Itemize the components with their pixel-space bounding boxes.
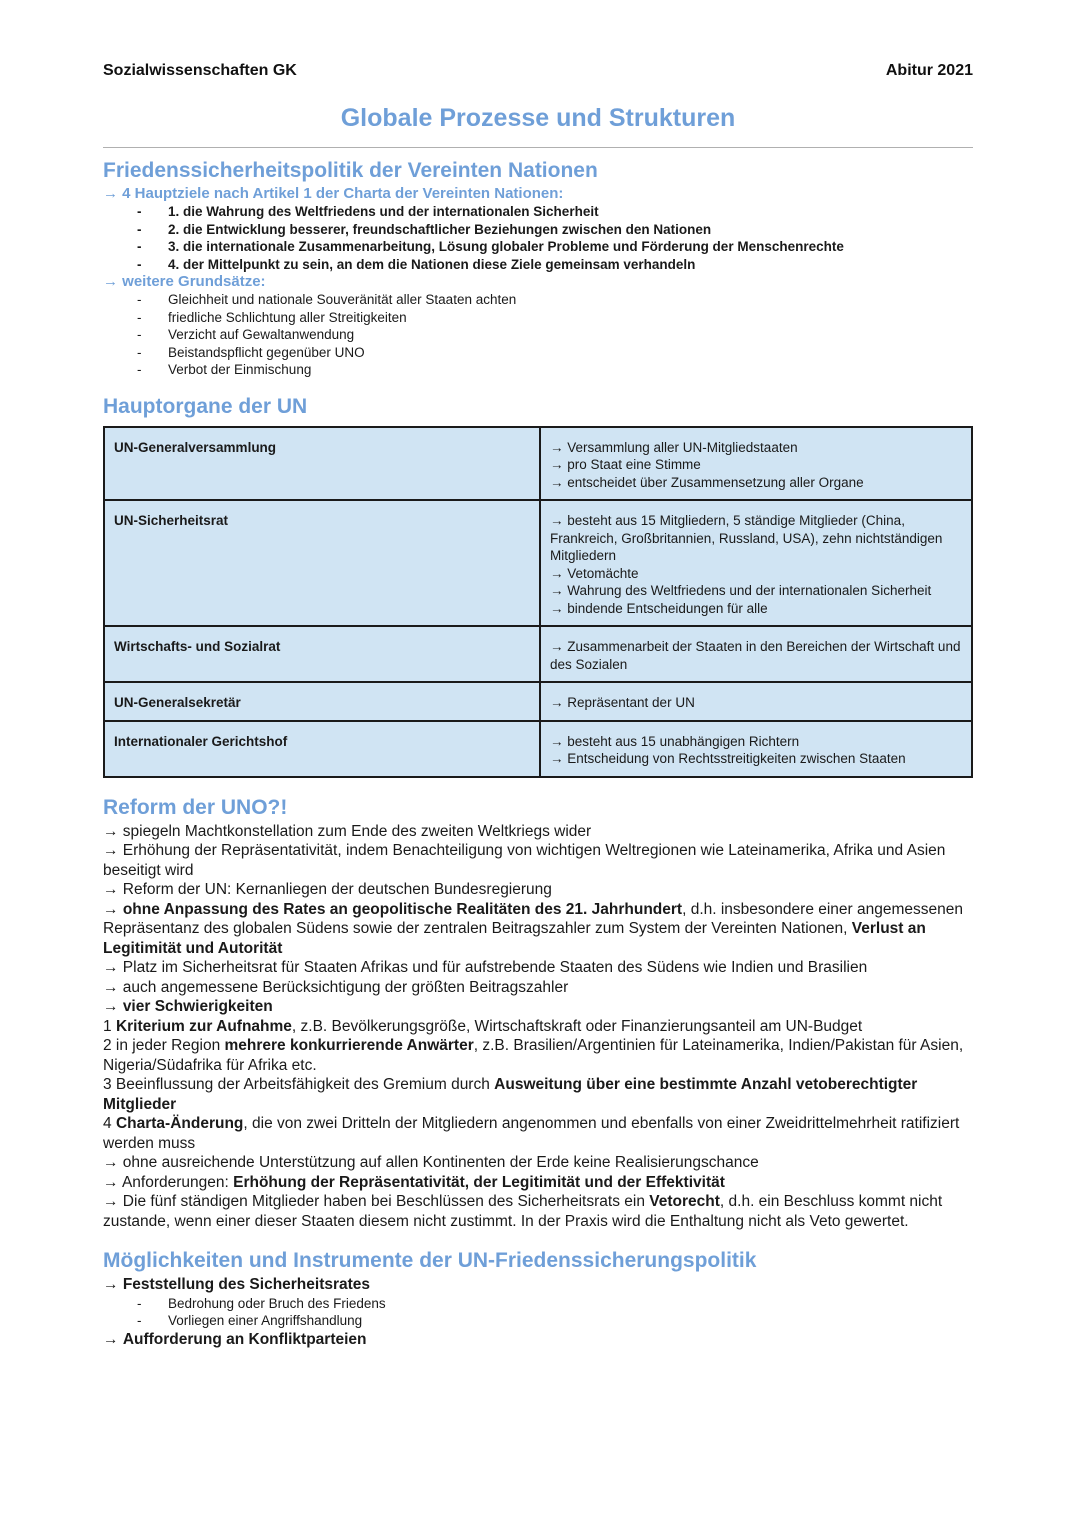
description-line: → Repräsentant der UN [550,695,695,710]
paragraph [103,1017,973,1037]
exam-label: Abitur 2021 [885,62,973,79]
reform-text [103,822,973,1232]
text: , die von zwei Dritteln der Mitgliedern angenommen und ebenfalls von einer Zweidrittelmehrheit ratifiziert werden muss [103,1115,960,1152]
description-line: → Vetomächte [550,565,639,581]
list-item: - 4. der Mittelpunkt zu sein, an dem die Nationen diese Ziele gemeinsam verhandeln [103,256,973,274]
list-item: - Gleichheit und nationale Souveränität aller Staaten achten [103,291,973,309]
organ-description [540,500,972,626]
bold-text: vier Schwierigkeiten [122,998,273,1015]
arrow-text: → [103,1330,123,1348]
paragraph: → Erhöhung der Repräsentativität, indem Benachteiligung von wichtigen Weltregionen wie Lateinamerika, Afrika und Asien beseitigt wird [103,842,946,879]
table-row [104,500,972,626]
section-heading-main-organs: Hauptorgane der UN [103,394,308,418]
bold-text: Charta-Änderung [115,1115,244,1132]
paragraph [103,1075,973,1114]
list-item: - 2. die Entwicklung besserer, freundschaftlicher Beziehungen zwischen den Nationen [103,221,973,239]
description-line: → entscheidet über Zusammensetzung aller Organe [550,474,864,490]
list-item: - 3. die internationale Zusammenarbeitung, Lösung globaler Probleme und Förderung der Menschenrechte [103,238,973,256]
instruments-sublist [103,1295,973,1330]
arrow-text: → [103,998,123,1015]
description-line: → Zusammenarbeit der Staaten in den Bereichen der Wirtschaft und des Sozialen [550,639,961,672]
list-item: - Beistandspflicht gegenüber UNO [103,344,973,362]
bold-text: Ausweitung über eine bestimmte Anzahl vetoberechtigter Mitglieder [103,1076,918,1113]
list-item: - friedliche Schlichtung aller Streitigkeiten [103,309,973,327]
organ-name: UN-Generalversammlung [104,427,540,501]
organ-name: Wirtschafts- und Sozialrat [104,626,540,682]
goals-list [103,203,973,273]
list-item: - 1. die Wahrung des Weltfriedens und der internationalen Sicherheit [103,203,973,221]
bold-text: Feststellung des Sicherheitsrates [122,1276,371,1293]
organ-description [540,721,972,777]
list-item: - Bedrohung oder Bruch des Friedens [103,1295,973,1313]
paragraph [103,1275,973,1295]
arrow-text: → [103,1276,123,1293]
organ-name: UN-Generalsekretär [104,682,540,721]
section-heading-peace-policy: Friedenssicherheitspolitik der Vereinten Nationen [103,159,598,182]
paragraph [103,997,973,1017]
organs-table [103,426,973,778]
paragraph [103,1114,973,1153]
table-row [104,682,972,721]
table-row [104,626,972,682]
text: → Anforderungen: [103,1173,234,1191]
principles-list [103,291,973,379]
goals-heading: → 4 Hauptziele nach Artikel 1 der Charta der Vereinten Nationen: [103,185,564,202]
page-header [103,62,973,86]
bold-text: ohne Anpassung des Rates an geopolitische Realitäten des 21. Jahrhundert [122,900,683,918]
paragraph [103,1192,973,1231]
paragraph [103,1330,973,1350]
description-line: → besteht aus 15 Mitgliedern, 5 ständige Mitglieder (China, Frankreich, Großbritannien, Russland, USA), zehn nichtständigen Mitgliedern [550,513,943,563]
organ-description [540,682,972,721]
paragraph: → ohne ausreichende Unterstützung auf allen Kontinenten der Erde keine Realisierungschance [103,1154,759,1171]
principles-heading: → weitere Grundsätze: [103,273,266,290]
instruments-text-2 [103,1330,973,1350]
bold-text: Erhöhung der Repräsentativität, der Legitimität und der Effektivität [233,1173,725,1191]
bold-text: Vetorecht [649,1193,720,1210]
bold-text: Aufforderung an Konfliktparteien [122,1330,367,1348]
description-line: → pro Staat eine Stimme [550,457,701,472]
organ-description [540,626,972,682]
paragraph [103,1173,973,1193]
list-item: - Verzicht auf Gewaltanwendung [103,326,973,344]
description-line: → Entscheidung von Rechtsstreitigkeiten zwischen Staaten [550,751,906,766]
section-heading-reform: Reform der UNO?! [103,795,288,819]
arrow-text: → [103,900,123,918]
title-divider [103,147,973,148]
section-heading-instruments: Möglichkeiten und Instrumente der UN-Friedenssicherungspolitik [103,1249,757,1272]
bold-text: Kriterium zur Aufnahme [115,1017,292,1035]
text: , d.h. ein Beschluss kommt nicht zustande, wenn einer dieser Staaten diesem nicht zustimmt. In der Praxis wird die Enthaltung nicht als Veto gewertet. [103,1193,943,1230]
instruments-text [103,1275,973,1295]
paragraph: → spiegeln Machtkonstellation zum Ende des zweiten Weltkriegs wider [103,822,592,840]
organ-name: Internationaler Gerichtshof [104,721,540,777]
paragraph: → auch angemessene Berücksichtigung der größten Beitragszahler [103,978,569,996]
list-item: - Verbot der Einmischung [103,361,973,379]
table-row [104,721,972,777]
bold-text: mehrere konkurrierende Anwärter [224,1037,474,1054]
text: , d.h. insbesondere einer angemessenen Repräsentanz des globalen Südens sowie der zentralen Beitragszahler zum System der Vereinten Nationen, [103,900,964,937]
paragraph: → Reform der UN: Kernanliegen der deutschen Bundesregierung [103,881,552,898]
document-page [103,62,973,1349]
text: , z.B. Bevölkerungsgröße, Wirtschaftskraft oder Finanzierungsanteil am UN-Budget [291,1017,863,1035]
list-item: - Vorliegen einer Angriffshandlung [103,1312,973,1330]
organ-description [540,427,972,501]
text: 2 in jeder Region [103,1037,225,1054]
description-line: → besteht aus 15 unabhängigen Richtern [550,733,800,749]
paragraph: → Platz im Sicherheitsrat für Staaten Afrikas und für aufstrebende Staaten des Südens wie Indien und Brasilien [103,959,868,976]
text: 3 Beeinflussung der Arbeitsfähigkeit des Gremium durch [103,1076,495,1093]
organ-name: UN-Sicherheitsrat [104,500,540,626]
text: → Die fünf ständigen Mitglieder haben bei Beschlüssen des Sicherheitsrats ein [103,1193,650,1210]
table-row [104,427,972,501]
description-line: → Wahrung des Weltfriedens und der internationalen Sicherheit [550,583,932,598]
description-line: → bindende Entscheidungen für alle [550,600,768,616]
document-title: Globale Prozesse und Strukturen [340,104,736,132]
text: 1 [103,1017,116,1035]
text: 4 [103,1115,116,1132]
text: , z.B. Brasilien/Argentinien für Lateinamerika, Indien/Pakistan für Asien, Nigeria/Südafrika für Afrika etc. [103,1037,964,1074]
description-line: → Versammlung aller UN-Mitgliedstaaten [550,439,798,455]
bold-text: Verlust an Legitimität und Autorität [103,920,926,957]
paragraph [103,1036,973,1075]
paragraph [103,900,973,959]
course-label: Sozialwissenschaften GK [103,62,297,79]
